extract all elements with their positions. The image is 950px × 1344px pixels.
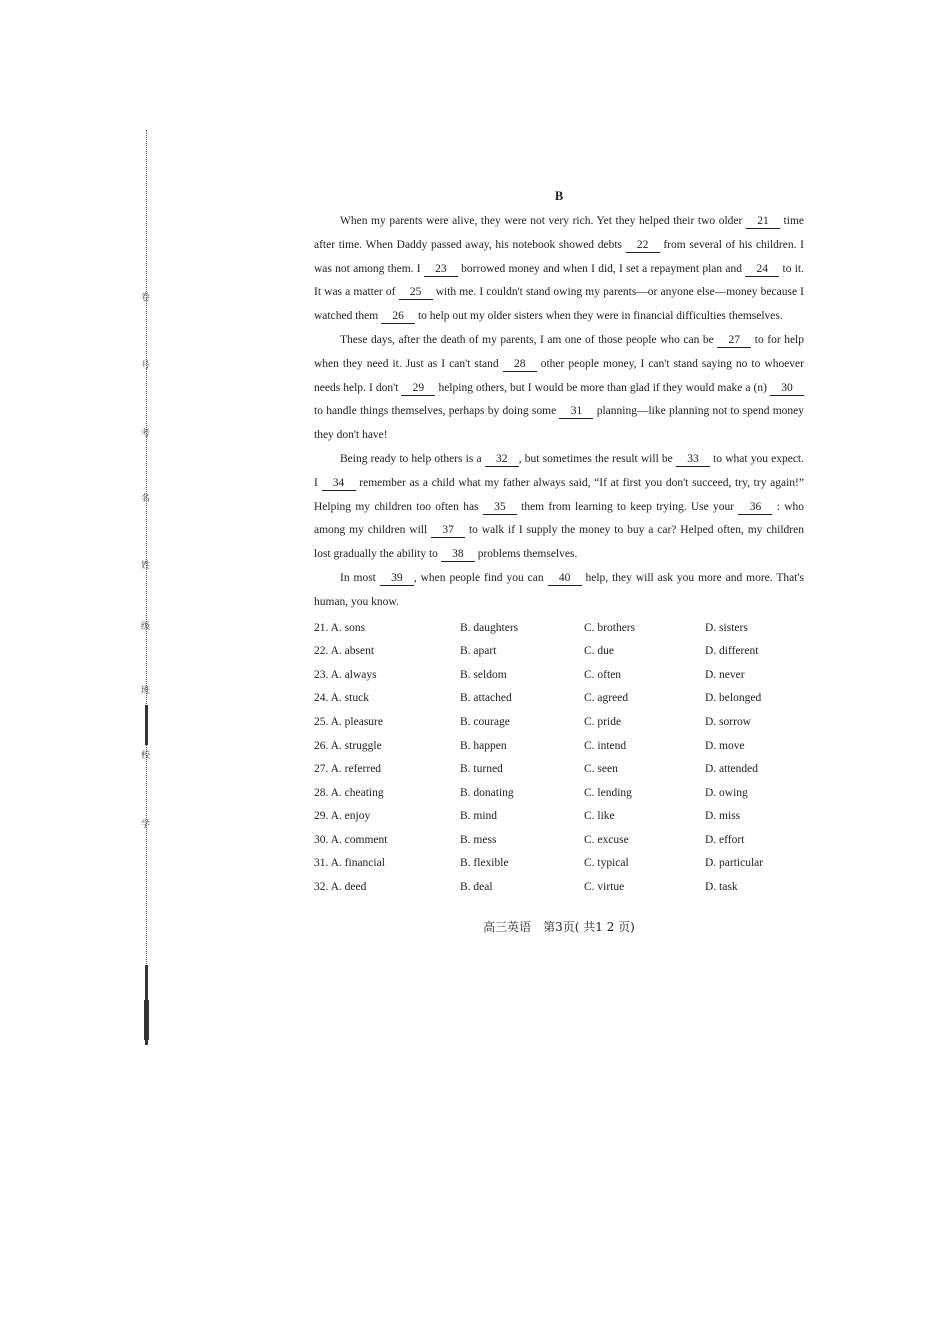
blank-33: 33 — [676, 453, 710, 467]
option-a: 26. A. struggle — [314, 739, 382, 752]
option-c: C. often — [584, 668, 622, 681]
answer-options — [314, 617, 804, 900]
passage-text: These days, after the death of my parents, I am one of those people who can be — [340, 333, 718, 346]
option-row — [314, 758, 804, 782]
passage-text: help, they will ask you more and more. That's human, you know. — [314, 571, 805, 608]
option-b: B. seldom — [460, 668, 507, 681]
binding-mark: 姓 — [141, 561, 151, 571]
option-b: B. daughters — [460, 621, 519, 634]
binding-mark: 考 — [141, 429, 151, 439]
blank-22: 22 — [626, 239, 660, 253]
passage-paragraph — [314, 448, 804, 567]
option-d: D. never — [705, 668, 745, 681]
blank-23: 23 — [424, 263, 458, 277]
option-a: 25. A. pleasure — [314, 715, 383, 728]
binding-mark: 卷 — [141, 293, 151, 303]
option-d: D. task — [705, 881, 738, 894]
binding-margin — [143, 130, 151, 1040]
option-row — [314, 640, 804, 664]
binding-dotted-line — [146, 130, 147, 1040]
option-d: D. different — [705, 645, 759, 658]
passage-text: to for help when they need it. Just as I can't stand — [314, 333, 805, 370]
binding-mark: 班 — [141, 686, 151, 696]
option-a: 30. A. comment — [314, 833, 388, 846]
option-a: 32. A. deed — [314, 881, 367, 894]
option-c: C. brothers — [584, 621, 636, 634]
option-d: D. effort — [705, 833, 745, 846]
blank-39: 39 — [380, 572, 414, 586]
binding-mark: 校 — [141, 751, 151, 761]
passage-text: borrowed money and when I did, I set a repayment plan and — [457, 262, 746, 275]
binding-mark: 级 — [141, 622, 151, 632]
passage-text: helping others, but I would be more than glad if they would make a (n) — [435, 381, 770, 394]
binding-mark: 名 — [141, 494, 151, 504]
blank-36: 36 — [738, 501, 772, 515]
option-d: D. sisters — [705, 621, 748, 634]
passage-text: Being ready to help others is a — [340, 452, 485, 465]
option-row — [314, 711, 804, 735]
blank-28: 28 — [503, 358, 537, 372]
passage-text: to walk if I supply the money to buy a car? Helped often, my children lost gradually the ability to — [314, 524, 804, 561]
passage-text: : who among my children will — [314, 500, 805, 537]
option-row — [314, 852, 804, 876]
passage-text: planning—like planning not to spend money they don't have! — [314, 405, 804, 442]
option-d: D. belonged — [705, 692, 762, 705]
blank-21: 21 — [746, 215, 780, 229]
passage-paragraph — [314, 329, 804, 448]
exam-content — [314, 186, 804, 900]
passage-text: to what you expect. I — [314, 452, 804, 489]
option-c: C. lending — [584, 786, 632, 799]
passage-text: them from learning to keep trying. Use your — [516, 500, 739, 513]
section-title: B — [554, 189, 564, 203]
passage-text: problems themselves. — [474, 548, 578, 561]
option-a: 28. A. cheating — [314, 786, 384, 799]
option-row — [314, 829, 804, 853]
passage-text: , but sometimes the result will be — [518, 452, 676, 465]
option-d: D. attended — [705, 763, 759, 776]
blank-26: 26 — [381, 310, 415, 324]
option-c: C. agreed — [584, 692, 629, 705]
option-b: B. donating — [460, 786, 514, 799]
option-a: 23. A. always — [314, 668, 377, 681]
option-d: D. sorrow — [705, 715, 751, 728]
option-a: 22. A. absent — [314, 645, 375, 658]
passage-text: to help out my older sisters when they were in financial difficulties themselves. — [415, 310, 783, 323]
option-d: D. miss — [705, 810, 741, 823]
option-b: B. courage — [460, 715, 510, 728]
option-b: B. mess — [460, 833, 497, 846]
option-a: 31. A. financial — [314, 857, 385, 870]
passage-text: from several of his children. I was not among them. I — [314, 238, 804, 275]
passage-text: with me. I couldn't stand owing my parents—or anyone else—money because I watched them — [314, 286, 805, 323]
blank-34: 34 — [322, 477, 356, 491]
passage-text: , when people find you can — [413, 571, 548, 584]
blank-37: 37 — [431, 524, 465, 538]
option-c: C. intend — [584, 739, 627, 752]
option-c: C. due — [584, 645, 615, 658]
option-a: 27. A. referred — [314, 763, 382, 776]
blank-32: 32 — [485, 453, 519, 467]
passage-text: to handle things themselves, perhaps by doing some — [314, 405, 560, 418]
option-c: C. typical — [584, 857, 629, 870]
option-c: C. like — [584, 810, 615, 823]
blank-35: 35 — [483, 501, 517, 515]
option-row — [314, 687, 804, 711]
option-row — [314, 664, 804, 688]
binding-bar — [145, 705, 148, 745]
blank-38: 38 — [441, 548, 475, 562]
passage-text: to it. It was a matter of — [314, 262, 805, 299]
blank-25: 25 — [399, 286, 433, 300]
passage-text: When my parents were alive, they were not very rich. Yet they helped their two older — [340, 215, 746, 227]
blank-40: 40 — [548, 572, 582, 586]
blank-29: 29 — [401, 382, 435, 396]
binding-mark: 号 — [141, 361, 151, 371]
blank-24: 24 — [745, 263, 779, 277]
option-a: 24. A. stuck — [314, 692, 369, 705]
blank-27: 27 — [717, 334, 751, 348]
option-row — [314, 617, 804, 641]
option-row — [314, 876, 804, 900]
option-row — [314, 782, 804, 806]
option-row — [314, 805, 804, 829]
option-d: D. owing — [705, 786, 748, 799]
option-b: B. happen — [460, 739, 507, 752]
passage-text: other people money, I can't stand saying no to whoever needs help. I don't — [314, 357, 804, 394]
binding-bar — [144, 1000, 149, 1040]
option-b: B. flexible — [460, 857, 509, 870]
blank-30: 30 — [770, 382, 804, 396]
option-a: 29. A. enjoy — [314, 810, 371, 823]
passage-text: remember as a child what my father always said, “If at first you don't succeed, try, try again!” Helping my children too often has — [314, 476, 804, 513]
passage-text: In most — [340, 571, 380, 584]
option-c: C. pride — [584, 715, 622, 728]
blank-31: 31 — [559, 405, 593, 419]
option-b: B. turned — [460, 763, 503, 776]
passage-paragraph — [314, 210, 804, 329]
option-b: B. mind — [460, 810, 498, 823]
option-c: C. seen — [584, 763, 618, 776]
binding-mark: 学 — [141, 820, 151, 830]
option-c: C. excuse — [584, 833, 629, 846]
passage-paragraph — [314, 567, 804, 615]
passage-text: time after time. When Daddy passed away, his notebook showed debts — [314, 215, 804, 251]
option-b: B. apart — [460, 645, 497, 658]
option-a: 21. A. sons — [314, 621, 366, 634]
option-b: B. deal — [460, 881, 493, 894]
page-footer: 高三英语 第3页( 共1 2 页) — [483, 920, 635, 934]
option-d: D. particular — [705, 857, 764, 870]
option-c: C. virtue — [584, 881, 625, 894]
option-row — [314, 735, 804, 759]
option-b: B. attached — [460, 692, 512, 705]
option-d: D. move — [705, 739, 745, 752]
